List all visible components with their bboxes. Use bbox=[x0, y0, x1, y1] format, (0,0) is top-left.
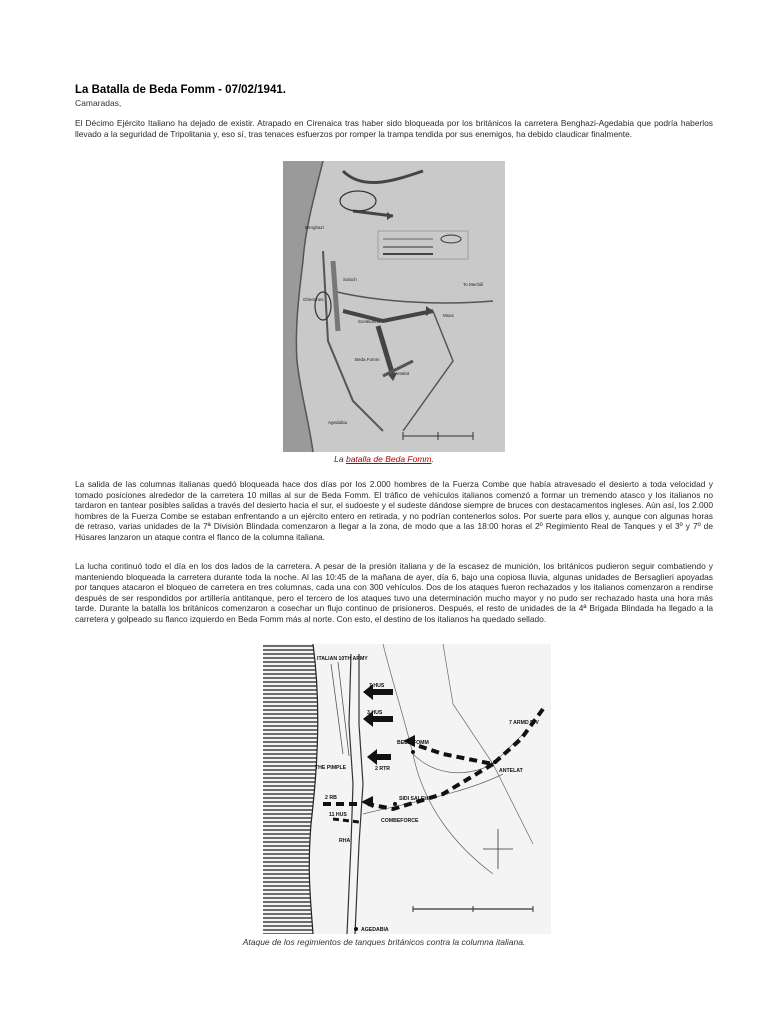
label-antelat: ANTELAT bbox=[499, 768, 523, 774]
paragraph-2: La salida de las columnas italianas quedó bloqueada hace dos días por los 2.000 hombres de la Fuerza Combe que había atravesado el desierto a toda velocidad y tomado posiciones alrededor de la carretera 10 millas al sur de Beda Fomm. El tráfico de vehículos italianos comenzó a formar un tremendo atasco y los italianos no tardaron en tantear posibles salidas a través del desierto hacia el sur, el sudoeste y el sudeste dándose siempre de bruces con destacamentos ingleses. Aún así, los 2.000 hombres de la Fuerza Combe se estaban enfrentando a un ejército entero en retirada, y no podrían contenerlos solos. Por suerte para ellos y, aunque con algunas horas de retraso, varias unidades de la 7ª División Blindada comenzaron a llegar a la zona, de modo que a las 18:00 horas el 2º Regimiento Real de Tanques y el 3º y 7º de Húsares lanzaron un ataque contra el flanco de la columna italiana. bbox=[75, 479, 713, 542]
label-the-pimple: THE PIMPLE bbox=[315, 765, 347, 771]
label-3-hus: 3 HUS bbox=[367, 710, 383, 716]
label-7-armd-div: 7 ARMD DIV bbox=[509, 720, 539, 726]
label-agedabia: Agedabia bbox=[328, 420, 348, 425]
label-msus: Msus bbox=[443, 313, 454, 318]
label-sidi-saleh: SIDI SALEH bbox=[399, 796, 429, 802]
figure-2-caption: Ataque de los regimientos de tanques británicos contra la columna italiana. bbox=[242, 937, 526, 947]
label-2-rb: 2 RB bbox=[325, 795, 337, 801]
caption-link[interactable]: batalla de Beda Fomm bbox=[345, 454, 432, 464]
label-italian-army: ITALIAN 10TH ARMY bbox=[317, 656, 368, 662]
label-beda-fomm: BEDA FOMM bbox=[397, 740, 429, 746]
label-2-rtr: 2 RTR bbox=[375, 766, 390, 772]
label-combeforce: COMBEFORCE bbox=[381, 818, 419, 824]
label-11-hus: 11 HUS bbox=[329, 812, 347, 818]
label-benghazi: Benghazi bbox=[305, 225, 324, 230]
label-agedabia: AGEDABIA bbox=[361, 927, 389, 933]
article-title: La Batalla de Beda Fomm - 07/02/1941. bbox=[75, 84, 286, 96]
label-7-hus: 7 HUS bbox=[369, 683, 385, 689]
label-soluch: Soluch bbox=[343, 277, 357, 282]
label-to-mechili: To Mechili bbox=[463, 282, 484, 287]
caption-suffix: . bbox=[431, 454, 434, 464]
label-beda-fomm: Beda Fomm bbox=[355, 357, 380, 362]
battle-map bbox=[263, 644, 551, 934]
paragraph-1: El Décimo Ejército Italiano ha dejado de existir. Atrapado en Cirenaica tras haber sido bloqueada por los británicos la carretera Benghazi-Agedabia que podría haberlos llevado a la seguridad de Tripolitania y, eso sí, tras tenaces esfuerzos por romper la trampa tendida por sus enemigos, ha debido claudicar finalmente. bbox=[75, 118, 713, 139]
label-rha: RHA bbox=[339, 838, 351, 844]
greeting: Camaradas, bbox=[75, 98, 122, 108]
caption-prefix: La bbox=[334, 454, 344, 464]
label-sceleidima: Sceleidima bbox=[358, 319, 381, 324]
label-antelat: Antelat bbox=[395, 371, 410, 376]
label-ghemines: Ghemines bbox=[303, 297, 324, 302]
figure-1-caption bbox=[0, 454, 768, 464]
paragraph-3: La lucha continuó todo el día en los dos lados de la carretera. A pesar de la presión italiana y de la escasez de munición, los británicos pudieron seguir combatiendo y manteniendo bloqueada la carretera durante toda la noche. Al las 10:45 de la mañana de ayer, día 6, bajo una copiosa lluvia, algunas unidades de Bersaglieri apoyadas por tanques atacaron el bloqueo de carretera en tres columnas, cada una con 300 vehículos. Dos de los ataques fueron rechazados y los italianos comenzaron a rendirse después de ser respondidos por artillería antitanque, pero el tercero de los ataques tuvo una determinación mucho mayor y no pudo ser rechazado hasta una hora más tarde. Durante la batalla los británicos comenzaron a cosechar un flujo continuo de prisioneros. Después, el resto de unidades de la 4ª Brigada Blindada ha llegado a la carretera y golpeado su flanco izquierdo en Beda Fomm más al norte. Con esto, el destino de los italianos ha quedado sellado. bbox=[75, 561, 713, 624]
campaign-map bbox=[283, 161, 505, 452]
